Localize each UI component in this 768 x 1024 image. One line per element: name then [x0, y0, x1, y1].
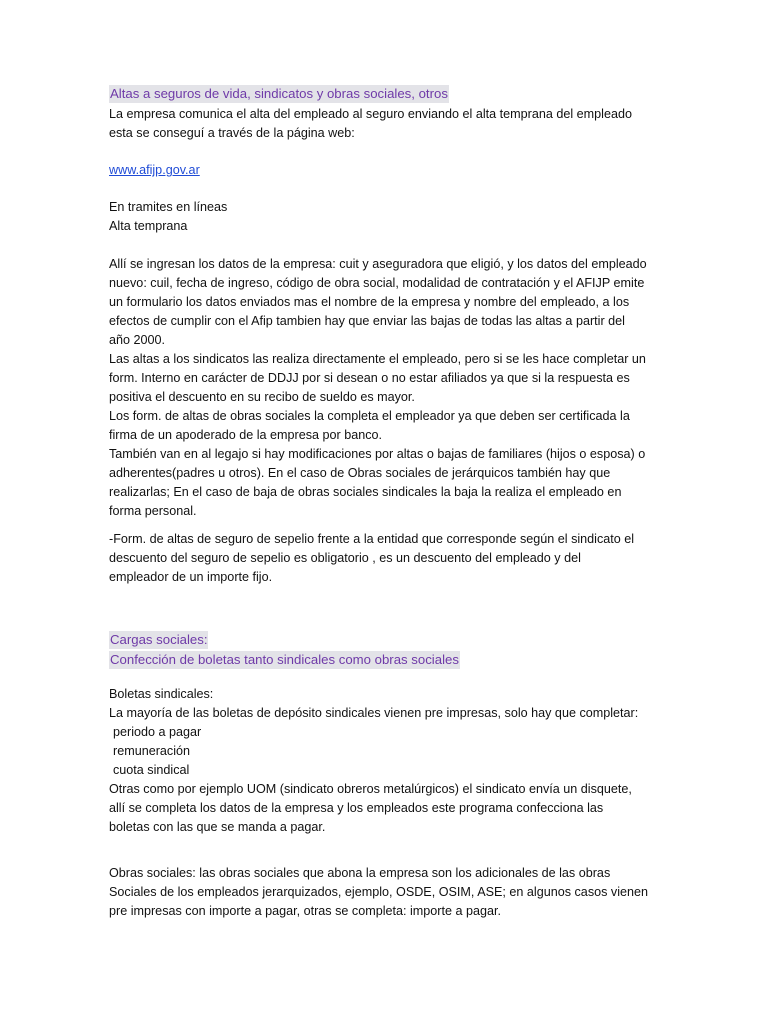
intro-line: La empresa comunica el alta del empleado al seguro enviando el alta temprana del empleado — [109, 107, 632, 121]
sepelio-line: descuento del seguro de sepelio es obligatorio , es un descuento del empleado y del — [109, 551, 581, 565]
section1-intro — [109, 105, 669, 143]
afijp-link[interactable]: www.afijp.gov.ar — [109, 163, 200, 177]
body-line: Los form. de altas de obras sociales la completa el empleador ya que deben ser certificada la — [109, 409, 630, 423]
body-line: forma personal. — [109, 504, 197, 518]
sepelio-line: -Form. de altas de seguro de sepelio frente a la entidad que corresponde según el sindicato el — [109, 532, 635, 546]
body-line: firma de un apoderado de la empresa por banco. — [109, 428, 383, 442]
body-line: form. Interno en carácter de DDJJ por si desean o no estar afiliados ya que si la respuesta es — [109, 371, 630, 385]
body-line: un formulario los datos enviados mas el nombre de la empresa y nombre del empleado, a los — [109, 295, 630, 309]
obras-line: Obras sociales: las obras sociales que abona la empresa son los adicionales de las obras — [109, 866, 611, 880]
body-line: año 2000. — [109, 333, 166, 347]
body-line: positiva el descuento en su recibo de sueldo es mayor. — [109, 390, 415, 404]
section1-heading: Altas a seguros de vida, sindicatos y obras sociales, otros — [110, 86, 448, 101]
otras-line: allí se completa los datos de la empresa y los empleados este programa confecciona las — [109, 801, 604, 815]
obras-sociales-paragraph — [109, 864, 669, 921]
boletas-sindicales — [109, 685, 669, 837]
intro-line: esta se conseguí a través de la página web: — [109, 126, 355, 140]
confeccion-boletas-heading: Confección de boletas tanto sindicales como obras sociales — [110, 652, 459, 667]
boletas-item: cuota sindical — [113, 763, 190, 777]
body-line: Allí se ingresan los datos de la empresa: cuit y aseguradora que eligió, y los datos del empleado — [109, 257, 647, 271]
obras-line: pre impresas con importe a pagar, otras se completa: importe a pagar. — [109, 904, 502, 918]
body-line: efectos de cumplir con el Afip tambien hay que enviar las bajas de todas las altas a partir del — [109, 314, 625, 328]
boletas-intro: La mayoría de las boletas de depósito sindicales vienen pre impresas, solo hay que completar: — [109, 706, 639, 720]
step-line: En tramites en líneas — [109, 200, 228, 214]
cargas-sociales-heading: Cargas sociales: — [110, 632, 208, 647]
obras-line: Sociales de los empleados jerarquizados, ejemplo, OSDE, OSIM, ASE; en algunos casos vienen — [109, 885, 649, 899]
body-line: Las altas a los sindicatos las realiza directamente el empleado, pero si se les hace completar un — [109, 352, 646, 366]
section1-steps — [109, 198, 669, 236]
section2-headings — [109, 631, 669, 671]
body-line: nuevo: cuil, fecha de ingreso, código de obra social, modalidad de contratación y el AFIJP emite — [109, 276, 645, 290]
step-line: Alta temprana — [109, 219, 188, 233]
body-line: realizarlas; En el caso de baja de obras sociales sindicales la baja la realiza el empleado en — [109, 485, 622, 499]
section1-heading-wrap — [109, 85, 669, 103]
sepelio-paragraph — [109, 530, 669, 587]
otras-line: boletas con las que se manda a pagar. — [109, 820, 326, 834]
afijp-link-wrap — [109, 161, 669, 180]
boletas-label: Boletas sindicales: — [109, 687, 214, 701]
sepelio-line: empleador de un importe fijo. — [109, 570, 273, 584]
body-line: adherentes(padres u otros). En el caso de Obras sociales de jerárquicos también hay que — [109, 466, 611, 480]
boletas-item: remuneración — [113, 744, 191, 758]
otras-line: Otras como por ejemplo UOM (sindicato obreros metalúrgicos) el sindicato envía un disquete, — [109, 782, 632, 796]
body-line: También van en al legajo si hay modificaciones por altas o bajas de familiares (hijos o esposa) o — [109, 447, 646, 461]
boletas-item: periodo a pagar — [113, 725, 202, 739]
section1-body — [109, 255, 669, 521]
